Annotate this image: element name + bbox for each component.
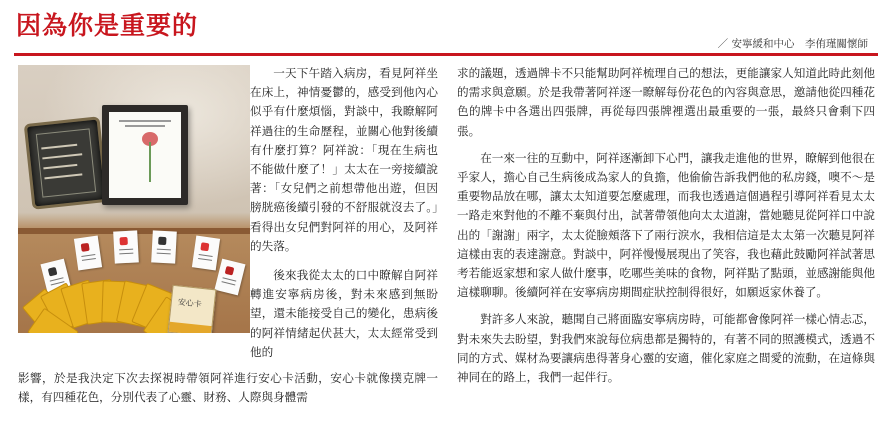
comfort-card (192, 235, 220, 270)
paragraph-2-start: 後來我從太太的口中瞭解自阿祥轉進安寧病房後，對未來感到無盼望，還未能接受自己的變化，患病後的阿祥情緒起伏甚大，太太經常受到他的 (250, 268, 438, 359)
comfort-card-booklet (168, 285, 217, 333)
article-byline: ／ 安寧緩和中心 李侑瑾關懷師 (717, 38, 868, 50)
right-column-text (457, 64, 875, 387)
photo-frame (102, 105, 188, 205)
paragraph-3: 在一來一往的互動中，阿祥逐漸卸下心門，讓我走進他的世界，瞭解到他很在乎家人，擔心自己生病後成為家人的負擔，他偷偷告訴我們他的私房錢，噢不～是重要物品放在哪，讓太太知道要怎麼處理，而我也透過這個過程引導阿祥看見太太一路走來對他的不離不棄與付出，試著帶領他向太太道謝，當她聽見從阿祥口中說出的「謝謝」兩字，太太從臉頰落下了兩行淚水，我相信這是太太第一次聽見阿祥這樣由衷的表達謝意。對談中，阿祥慢慢展現出了笑容，我也藉此鼓勵阿祥試著思考若能返家想和家人做什麼事，吃哪些美味的食物，阿祥點了點頭，並感謝能與他這樣聊聊。後續阿祥在安寧病房期間症狀控制得很好，如願返家休養了。 (457, 150, 875, 300)
article-photo (18, 65, 250, 333)
comfort-card (214, 259, 245, 296)
paragraph-1: 一天下午踏入病房，看見阿祥坐在床上，神情憂鬱的，感受到他內心似乎有什麼煩惱，對談中，我瞭解阿祥過往的生命歷程，並關心他對後續有什麼打算？阿祥說：「現在生病也不能做什麼了！」太太在一旁接續說著：「女兒們之前想帶他出遊，但因膀胱癌後續引發的不舒服就沒去了。」看得出女兒們對阿祥的用心，及阿祥的失落。 (250, 66, 438, 253)
paragraph-4: 對許多人來說，聽聞自己將面臨安寧病房時，可能都會像阿祥一樣心情忐忑，對未來失去盼望，對我們來說每位病患都是獨特的，有著不同的照護模式，透過不同的方式、媒材為要讓病患得著身心靈的安適，催化家庭之間愛的流動，在這條與神同在的路上，我們一起伴行。 (457, 312, 875, 385)
comfort-card (113, 230, 139, 263)
booklet-title: 安心卡 (177, 297, 203, 309)
left-column-bottom-text (18, 369, 438, 407)
paragraph-2-middle: 影響，於是我決定下次去探視時帶領阿祥進行安心卡活動，安心卡就像撲克牌一樣，有四種花色，分別代表了心靈、財務、人際與身體需 (18, 371, 438, 405)
comfort-card (74, 235, 102, 270)
paragraph-2-end: 求的議題，透過牌卡不只能幫助阿祥梳理自己的想法，更能讓家人知道此時此刻他的需求與意願。於是我帶著阿祥逐一瞭解每份花色的內容與意思，邀請他從四種花色的牌卡中各選出四張牌，再從每四張牌裡選出最重要的一張，最終只會剩下四張。 (457, 66, 875, 138)
article-title: 因為你是重要的 (16, 11, 199, 40)
plaque-decoration (24, 116, 109, 209)
comfort-card (151, 230, 177, 263)
left-column-text (250, 64, 438, 362)
title-divider (14, 53, 878, 56)
